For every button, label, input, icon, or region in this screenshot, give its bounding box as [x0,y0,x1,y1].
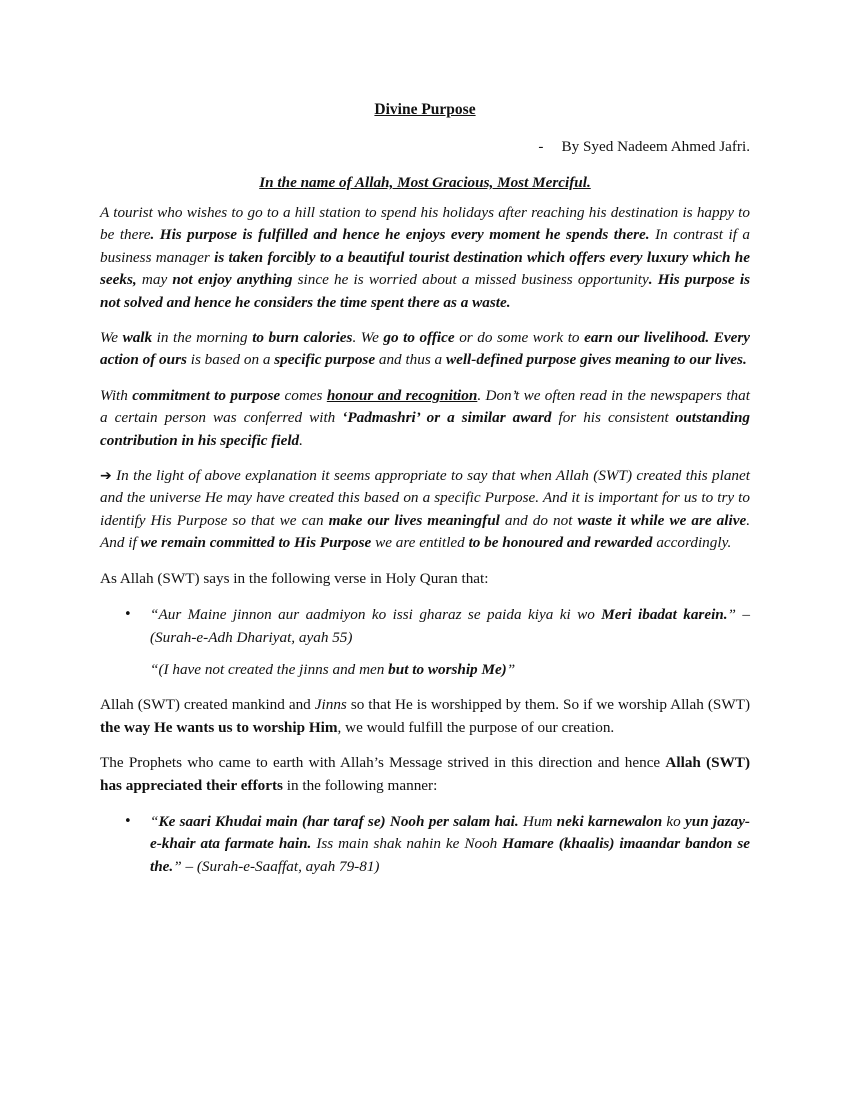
text-run: we are entitled [371,534,469,552]
emphasis: . His purpose is fulfilled and hence he enjoys every moment he spends there. [150,226,650,244]
emphasis: Ke saari Khudai main (har taraf se) Nooh per salam hai. [158,812,519,830]
text-run: A tourist who wishes to go to a hill station to spend his holidays after reaching his destination is happy to be there [100,204,750,244]
text-run: , we would fulfill the purpose of our creation. [337,718,615,736]
emphasis: make our lives meaningful [328,511,500,529]
emphasis: commitment to purpose [132,386,281,404]
paragraph-quran-intro: As Allah (SWT) says in the following verse in Holy Quran that: [100,569,489,587]
emphasis: well-defined purpose gives meaning to our lives. [445,351,747,369]
emphasis: to be honoured and rewarded [468,534,653,552]
text-run: accordingly. [652,534,732,552]
text-run: or do some work to [454,329,585,347]
text-run: in the following manner: [282,776,438,794]
text-run: With [100,386,133,404]
text-run: In contrast if a business manager [100,226,750,266]
verse-list [100,604,750,649]
emphasis: outstanding contribution in his specific field [100,409,750,449]
text-run: so that He is worshipped by them. So if we worship Allah (SWT) [346,696,751,714]
emphasis: walk [122,329,153,347]
emphasis: . His purpose is not solved and hence he considers the time spent there as a waste. [100,271,750,311]
text-run: comes [280,386,327,404]
text-run: In the light of above explanation it seems appropriate to say that when Allah (SWT) created this planet and the universe He may have created this based on a specific Purpose. And it is important for us to try to identify His Purpose so that we can [100,467,750,529]
emphasis: go to office [383,329,455,347]
emphasis: waste it while we are alive [577,511,747,529]
emphasis: not enjoy anything [172,271,293,289]
text-run: We [100,329,123,347]
emphasis: Allah (SWT) has appreciated their efforts [100,754,750,794]
text-run: may [136,271,173,289]
page-content [100,98,750,878]
paragraph-daily-purpose [100,327,750,372]
arrow-icon: ➔ [100,468,112,485]
text-run: for his consistent [551,409,676,427]
verse-translation [150,659,750,681]
emphasis: the way He wants us to worship Him [100,718,338,736]
emphasis: is taken forcibly to a beautiful tourist destination which offers every luxury which he seeks, [100,248,750,289]
text-run: ” [506,660,516,678]
author-byline [100,136,750,158]
paragraph-creation [100,694,750,739]
text-run: Allah (SWT) created mankind and [100,696,315,714]
italic-run: Jinns [314,696,347,714]
emphasis: ‘Padmashri’ or a similar award [342,409,552,427]
text-run: Iss main shak nahin ke Nooh [311,835,503,853]
paragraph-commitment [100,385,750,452]
text-run: ” – (Surah-e-Adh Dhariyat, ayah 55) [150,606,750,646]
emphasis: but to worship Me) [388,660,507,678]
verse-item [100,811,750,878]
basmala-heading: In the name of Allah, Most Gracious, Most Merciful. [259,174,591,191]
text-run: . [299,431,303,449]
text-run: is based on a [186,351,275,369]
emphasis: yun jazay-e-khair ata farmate hain. [150,812,750,853]
document-title: Divine Purpose [374,101,476,118]
emphasis: specific purpose [274,351,376,369]
text-run: in the morning [152,329,253,347]
verse-list [100,811,750,878]
text-run: and thus a [375,351,446,369]
emphasis: to burn calories [252,329,353,347]
text-run: The Prophets who came to earth with Allah’s Message strived in this direction and hence [100,754,666,772]
text-run: “ [150,812,159,830]
text-run: Hum [518,812,557,830]
text-run: . We [352,329,384,347]
text-run: since he is worried about a missed business opportunity [292,271,649,289]
text-run: . And if [100,511,750,552]
verse-item [100,604,750,649]
author-name: By Syed Nadeem Ahmed Jafri. [561,138,750,155]
text-run: ” – (Surah-e-Saaffat, ayah 79-81) [173,857,380,875]
text-run: “(I have not created the jinns and men [150,660,389,678]
text-run: “Aur Maine jinnon aur aadmiyon ko issi gharaz se paida kiya ki wo [150,606,602,624]
byline-dash: - [538,138,544,155]
emphasis: neki karnewalon [556,812,663,830]
text-run: . Don’t we often read in the newspapers that a certain person was conferred with [100,386,750,427]
paragraph-prophets [100,752,750,797]
emphasis: we remain committed to His Purpose [140,534,372,552]
emphasis: Hamare (khaalis) imaandar bandon se the. [150,835,751,875]
text-run: and do not [499,511,578,529]
paragraph-divine-purpose [100,465,750,555]
emphasis-underlined: honour and recognition [326,386,478,404]
emphasis: earn our livelihood. Every action of ours [100,329,751,369]
paragraph-tourist [100,202,750,314]
emphasis: Meri ibadat karein. [601,606,728,624]
text-run: ko [662,812,685,830]
